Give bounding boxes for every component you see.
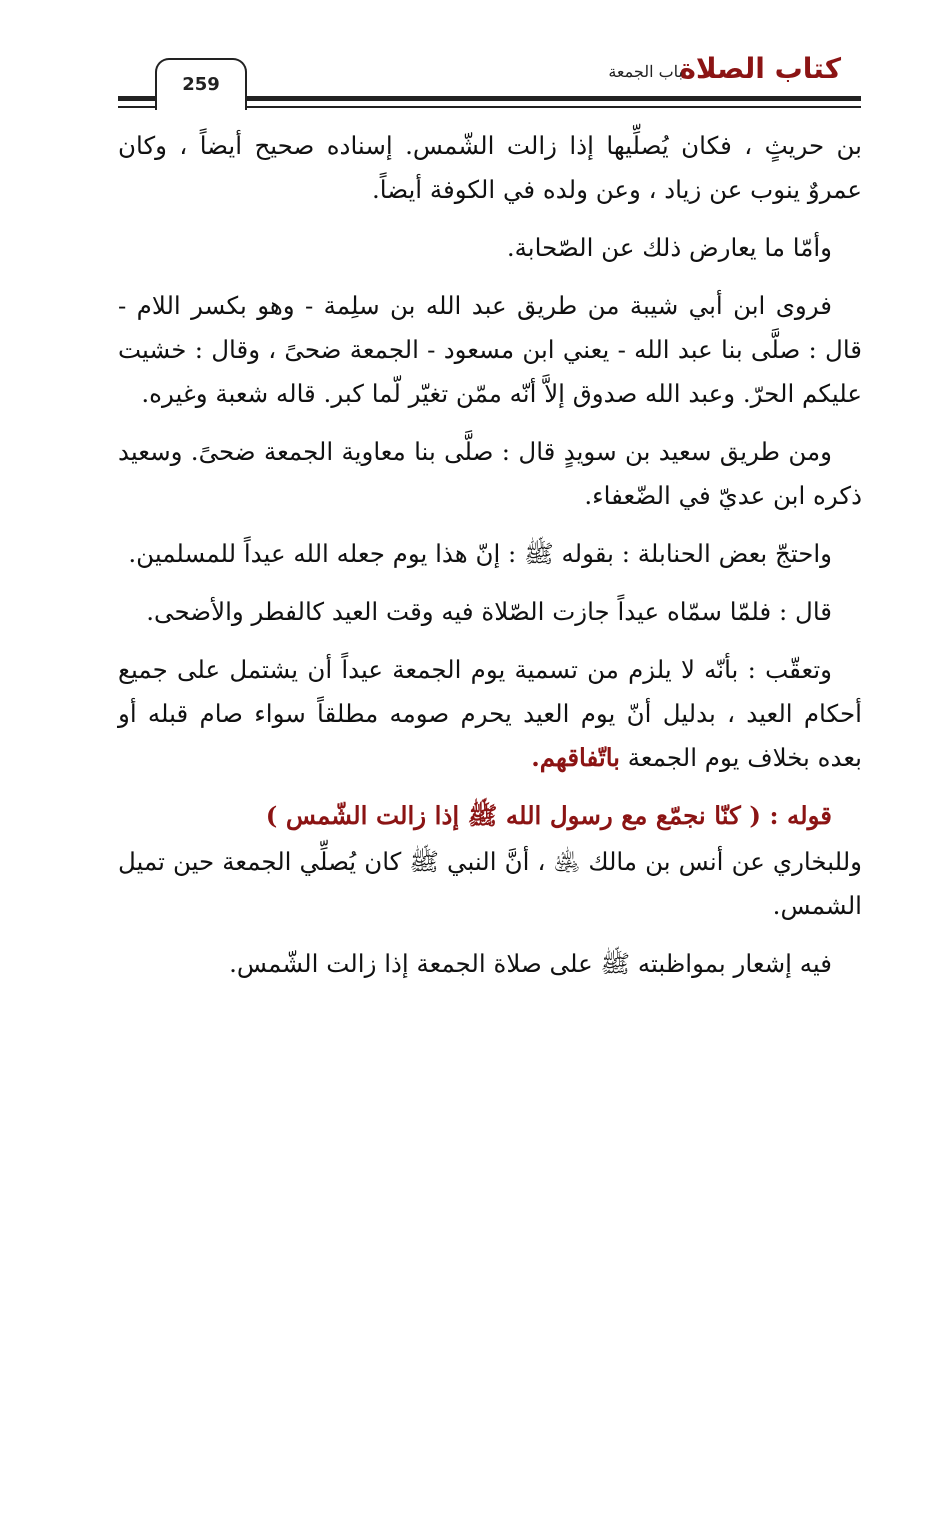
- paragraph-7: [118, 648, 862, 780]
- book-title: كتاب الصلاة: [679, 52, 841, 85]
- paragraph-5: واحتجّ بعض الحنابلة : بقوله ﷺ : إنّ هذا يوم جعله الله عيداً للمسلمين.: [128, 539, 832, 568]
- page-header: [0, 0, 945, 120]
- paragraph-4: ومن طريق سعيد بن سويدٍ قال : صلَّى بنا معاوية الجمعة ضحىً. وسعيد ذكره ابن عديّ في الضّعفاء.: [118, 437, 862, 510]
- paragraph-9: فيه إشعار بمواظبته ﷺ على صلاة الجمعة إذا زالت الشّمس.: [229, 949, 832, 978]
- page-number-tab: [155, 58, 247, 110]
- quote-heading: قوله : ( كنّا نجمّع مع رسول الله ﷺ إذا زالت الشّمس ): [265, 801, 832, 830]
- page-number: 259: [182, 74, 220, 95]
- chapter-title: باب الجمعة: [608, 62, 683, 81]
- paragraph-7-accent: باتّفاقهم.: [531, 743, 620, 772]
- paragraph-1: بن حريثٍ ، فكان يُصلِّيها إذا زالت الشّمس. إسناده صحيح أيضاً ، وكان عمروٌ ينوب عن زياد ، وعن ولده في الكوفة أيضاً.: [118, 131, 862, 204]
- paragraph-2: وأمّا ما يعارض ذلك عن الصّحابة.: [506, 233, 832, 262]
- paragraph-3: فروى ابن أبي شيبة من طريق عبد الله بن سلِمة - وهو بكسر اللام - قال : صلَّى بنا عبد الله - يعني ابن مسعود - الجمعة ضحىً ، وقال : خشيت عليكم الحرّ. وعبد الله صدوق إلاَّ أنّه ممّن تغيّر لّما كبر. قاله شعبة وغيره.: [118, 291, 862, 408]
- paragraph-7-text: وتعقّب : بأنّه لا يلزم من تسمية يوم الجمعة عيداً أن يشتمل على جميع أحكام العيد ، بدليل أنّ يوم العيد يحرم صومه مطلقاً سواء صام قبله أو بعده بخلاف يوم الجمعة: [118, 655, 862, 772]
- page-body: [118, 124, 862, 1000]
- paragraph-6: قال : فلمّا سمّاه عيداً جازت الصّلاة فيه وقت العيد كالفطر والأضحى.: [146, 597, 832, 626]
- paragraph-8: وللبخاري عن أنس بن مالك ﵁ ، أنَّ النبي ﷺ كان يُصلِّي الجمعة حين تميل الشمس.: [118, 847, 862, 920]
